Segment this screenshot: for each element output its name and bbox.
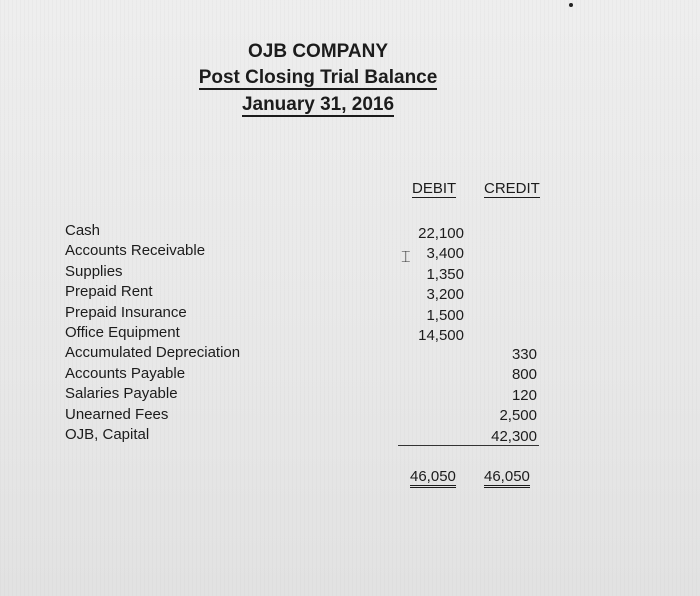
credit-amount-last — [460, 427, 537, 447]
account-name: Prepaid Rent — [65, 283, 153, 301]
debit-values — [380, 224, 464, 346]
account-name: Unearned Fees — [65, 405, 169, 423]
subtotal-rule — [398, 445, 539, 446]
account-list — [65, 221, 240, 445]
account-name: Office Equipment — [65, 324, 180, 342]
debit-total: 46,050 — [410, 468, 456, 486]
account-name: Prepaid Insurance — [65, 303, 187, 321]
debit-amount: 1,500 — [426, 306, 464, 324]
account-name: Salaries Payable — [65, 385, 178, 403]
account-name: Cash — [65, 222, 101, 239]
account-name: Accounts Receivable — [65, 242, 206, 260]
credit-total: 46,050 — [484, 468, 530, 486]
debit-amount: 1,350 — [426, 265, 464, 283]
company-name: OJB COMPANY — [247, 41, 389, 62]
debit-column-header: DEBIT — [412, 180, 457, 197]
account-name: Accounts Payable — [65, 364, 186, 382]
report-date: January 31, 2016 — [241, 94, 395, 115]
debit-amount: 14,500 — [418, 326, 464, 344]
account-name: Supplies — [65, 262, 123, 280]
credit-amount: 330 — [511, 346, 537, 363]
credit-amount: 120 — [511, 386, 537, 404]
credit-column-header: CREDIT — [484, 180, 540, 197]
capital-credit: 42,300 — [491, 427, 537, 445]
account-name: OJB, Capital — [65, 426, 150, 444]
camera-dot — [569, 3, 573, 7]
report-title: Post Closing Trial Balance — [198, 67, 438, 88]
credit-amount: 800 — [511, 366, 537, 384]
text-cursor-icon: ⌶ — [401, 249, 411, 266]
account-name: Accumulated Depreciation — [65, 344, 241, 362]
debit-amount: 22,100 — [418, 225, 464, 242]
debit-amount: 3,200 — [426, 286, 464, 304]
credit-amount: 2,500 — [499, 407, 537, 425]
credit-values — [460, 345, 537, 447]
debit-amount: 3,400 — [426, 245, 464, 263]
